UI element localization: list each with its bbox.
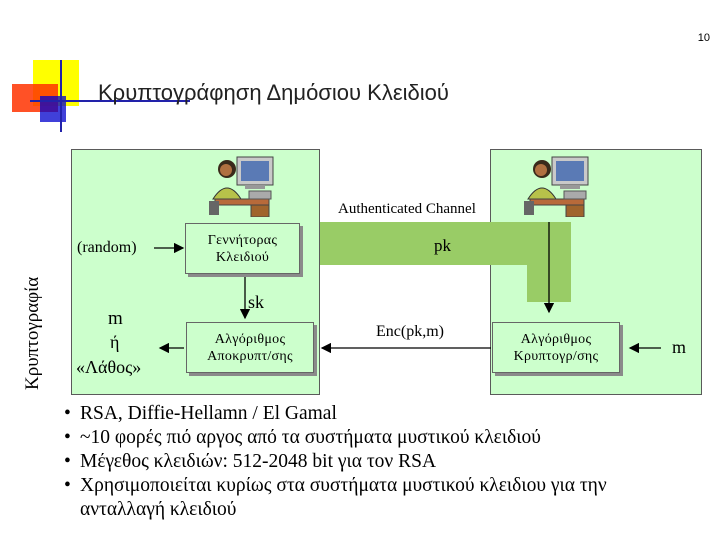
sk-label: sk	[248, 292, 265, 312]
page-title: Κρυπτογράφηση Δημόσιου Κλειδιού	[98, 80, 449, 105]
list-item: • Χρησιμοποιείται κυρίως στα συστήματα μυστικού κλειδιου για την ανταλλαγή κλειδιού	[64, 475, 607, 520]
page-number: 10	[697, 32, 710, 44]
encryption-box: Αλγόριθμος Κρυπτογρ/σης	[492, 322, 620, 373]
bullet-list	[64, 402, 704, 522]
or-label: ή	[110, 332, 120, 352]
side-label: Κρυπτογραφία	[22, 276, 43, 390]
error-label: «Λάθος»	[76, 357, 142, 377]
list-item: • RSA, Diffie-Hellamn / El Gamal	[64, 403, 337, 424]
encryption-output-label: Enc(pk,m)	[376, 323, 444, 340]
list-item: • ~10 φορές πιό αργος από τα συστήματα μυστικού κλειδιού	[64, 427, 541, 448]
list-item: • Μέγεθος κλειδιών: 512-2048 bit για τον RSA	[64, 451, 437, 472]
pk-label: pk	[434, 236, 451, 255]
decrypted-message: m	[108, 308, 123, 329]
decryption-box: Αλγόριθμος Αποκρυπτ/σης	[186, 322, 314, 373]
key-generator-box: Γεννήτορας Κλειδιού	[185, 223, 300, 274]
plaintext-input: m	[672, 337, 687, 357]
random-label: (random)	[77, 239, 137, 256]
channel-label: Authenticated Channel	[338, 201, 476, 217]
